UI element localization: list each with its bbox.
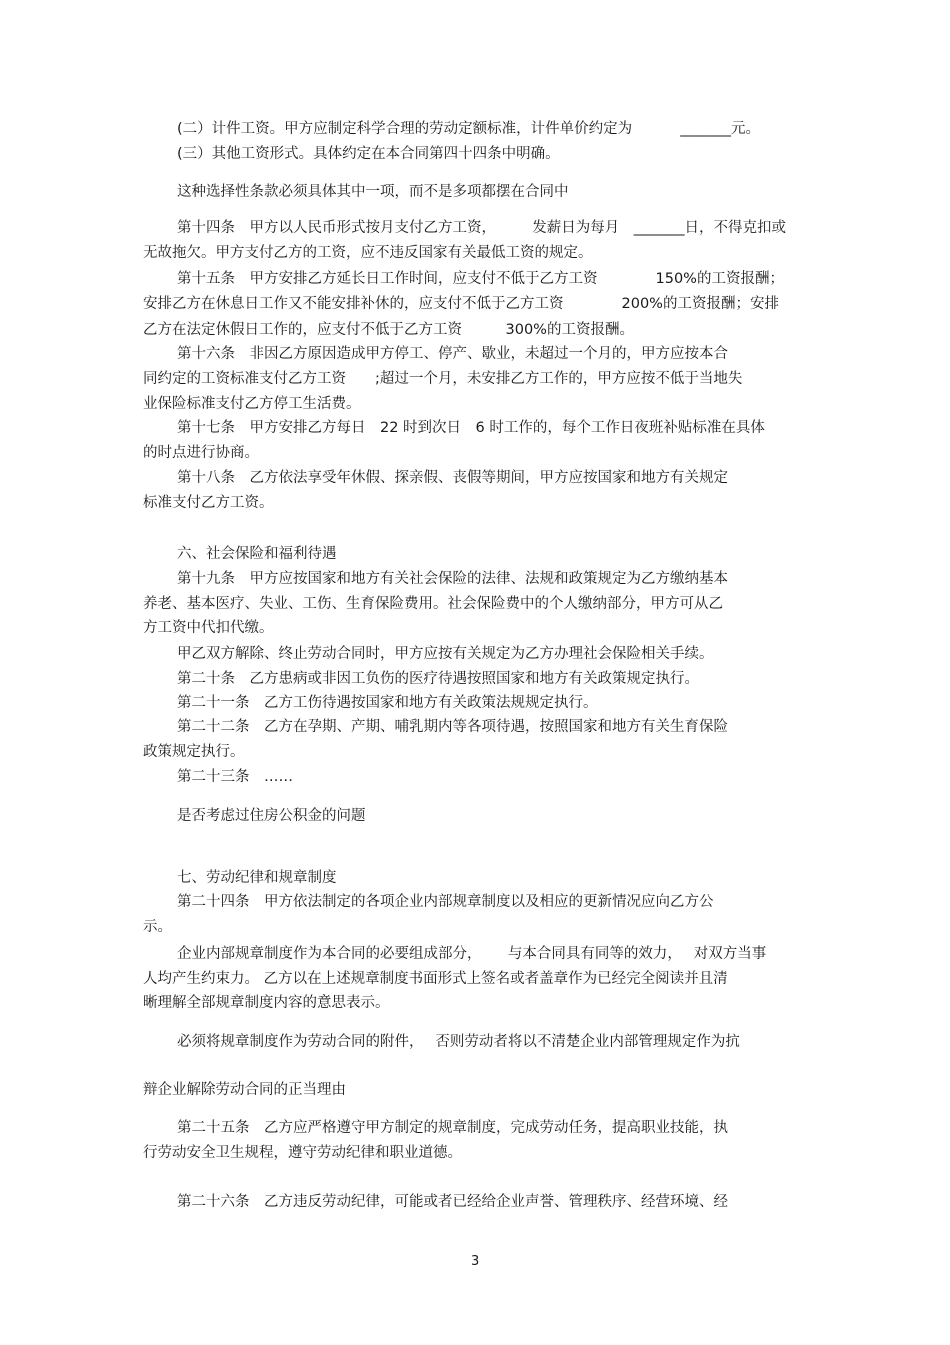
section-heading: 七、劳动纪律和规章制度 — [177, 870, 337, 886]
text-line: 第十四条 甲方以人民币形式按月支付乙方工资， 发薪日为每月 _______日，不得克扣或 — [177, 220, 786, 236]
text-line: 同约定的工资标准支付乙方工资 ;超过一个月，未安排乙方工作的，甲方应按不低于当地失 — [143, 371, 743, 387]
text-line: 示。 — [143, 919, 172, 935]
text-line: 是否考虑过住房公积金的问题 — [177, 808, 366, 824]
text-line: 人均产生约束力。 乙方以在上述规章制度书面形式上签名或者盖章作为已经完全阅读并且清 — [143, 971, 728, 987]
text-line: 第十五条 甲方安排乙方延长日工作时间，应支付不低于乙方工资 150%的工资报酬； — [177, 271, 784, 287]
text-line: 标准支付乙方工资。 — [143, 495, 274, 511]
text-line: 第二十四条 甲方依法制定的各项企业内部规章制度以及相应的更新情况应向乙方公 — [177, 894, 714, 910]
page-number: 3 — [471, 1254, 480, 1269]
text-line: 乙方在法定休假日工作的，应支付不低于乙方工资 300%的工资报酬。 — [143, 322, 634, 338]
text-line: 晰理解全部规章制度内容的意思表示。 — [143, 995, 390, 1011]
text-line: 养老、基本医疗、失业、工伤、生育保险费用。社会保险费中的个人缴纳部分，甲方可从乙 — [143, 596, 723, 612]
text-line: (二）计件工资。甲方应制定科学合理的劳动定额标准，计件单价约定为 _______元。 — [177, 121, 761, 137]
text-line: 辩企业解除劳动合同的正当理由 — [143, 1082, 346, 1098]
text-line: 甲乙双方解除、终止劳动合同时，甲方应按有关规定为乙方办理社会保险相关手续。 — [177, 646, 714, 662]
section-heading: 六、社会保险和福利待遇 — [177, 546, 337, 562]
text-line: 行劳动安全卫生规程，遵守劳动纪律和职业道德。 — [143, 1145, 462, 1161]
text-line: 业保险标准支付乙方停工生活费。 — [143, 396, 361, 412]
text-line: 第十六条 非因乙方原因造成甲方停工、停产、歇业，未超过一个月的，甲方应按本合 — [177, 346, 728, 362]
text-line: 第十七条 甲方安排乙方每日 22 时到次日 6 时工作的，每个工作日夜班补贴标准在具体 — [177, 420, 765, 436]
text-line: 无故拖欠。甲方支付乙方的工资，应不违反国家有关最低工资的规定。 — [143, 245, 593, 261]
text-line: 第二十六条 乙方违反劳动纪律，可能或者已经给企业声誉、管理秩序、经营环境、经 — [177, 1194, 728, 1210]
text-line: 方工资中代扣代缴。 — [143, 620, 274, 636]
text-line: 安排乙方在休息日工作又不能安排补休的，应支付不低于乙方工资 200%的工资报酬；安排 — [143, 296, 779, 312]
text-line: 第二十二条 乙方在孕期、产期、哺乳期内等各项待遇，按照国家和地方有关生育保险 — [177, 719, 728, 735]
text-line: 第二十三条 …… — [177, 769, 293, 785]
text-line: 第十九条 甲方应按国家和地方有关社会保险的法律、法规和政策规定为乙方缴纳基本 — [177, 571, 728, 587]
text-line: 政策规定执行。 — [143, 744, 245, 760]
text-line: 第二十条 乙方患病或非因工负伤的医疗待遇按照国家和地方有关政策规定执行。 — [177, 671, 699, 687]
text-line: 的时点进行协商。 — [143, 445, 259, 461]
text-line: 第十八条 乙方依法享受年休假、探亲假、丧假等期间，甲方应按国家和地方有关规定 — [177, 470, 728, 486]
text-line: 这种选择性条款必须具体其中一项，而不是多项都摆在合同中 — [177, 184, 569, 200]
text-line: (三）其他工资形式。具体约定在本合同第四十四条中明确。 — [177, 146, 560, 162]
text-line: 第二十五条 乙方应严格遵守甲方制定的规章制度，完成劳动任务，提高职业技能，执 — [177, 1120, 728, 1136]
text-line: 第二十一条 乙方工伤待遇按国家和地方有关政策法规规定执行。 — [177, 695, 598, 711]
text-line: 必须将规章制度作为劳动合同的附件， 否则劳动者将以不清楚企业内部管理规定作为抗 — [177, 1034, 740, 1050]
text-line: 企业内部规章制度作为本合同的必要组成部分， 与本合同具有同等的效力， 对双方当事 — [177, 946, 767, 962]
